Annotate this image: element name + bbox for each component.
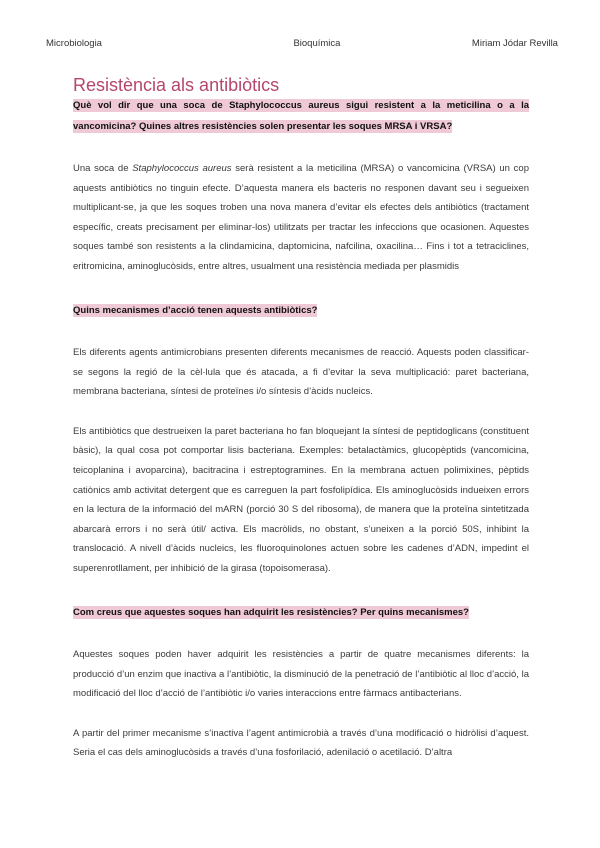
question-1-species: Staphylococcus aureus	[229, 100, 340, 111]
header-course: Bioquímica	[293, 38, 341, 49]
answer-3-paragraph-1: Aquestes soques poden haver adquirit les resistències a partir de quatre mecanismes diferents: la producció d’un enzim que inactiva a l’antibiòtic, la disminució de la penetració de l’antibiòtic al lloc d’acció, la modificació del lloc d’acció de l’antibiòtic i/o varies interaccions entre fàrmacs antibacterians.	[73, 649, 529, 700]
document-title: Resistència als antibiòtics	[73, 75, 280, 95]
question-1: Què vol dir que una soca de Staphylococcus aureus sigui resistent a la meticilina o a la vancomicina? Quines altres resistències solen presentar les soques MRSA i VRSA?	[73, 100, 529, 132]
document-body	[73, 74, 529, 763]
answer-1-species: Staphylococcus aureus	[132, 163, 232, 174]
header-subject: Microbiologia	[46, 38, 102, 49]
answer-3-paragraph-2: A partir del primer mecanisme s’inactiva l’agent antimicrobià a través d’una modificació o hidròlisi d’aquest. Seria el cas dels aminoglucòsids a través d’una fosforilació, adenilació o acetilació. D’altra	[73, 727, 529, 759]
answer-1: Una soca de Staphylococcus aureus serà resistent a la meticilina (MRSA) o vancomicina (VRSA) un cop aquests antibiòtics no tinguin efecte. D’aquesta manera els bacteris no responen davant seu i segueixen multiplicant-se, ja que les soques troben una nova manera d’evitar els efectes dels antibiòtics (tractament específic, creats precisament per eliminar-los) utilitzats per tractar les infeccions que ocasionen. Aquestes soques també son resistents a la clindamicina, daptomicina, nafcilina, oxacilina… Fins i tot a tetraciclines, eritromicina, aminoglucòsids, entre altres, usualment una resistència mediada per plasmidis	[73, 163, 529, 272]
header-author: Miriam Jódar Revilla	[471, 38, 558, 49]
question-3: Com creus que aquestes soques han adquirit les resistències? Per quins mecanismes?	[73, 606, 469, 618]
question-2: Quins mecanismes d’acció tenen aquests antibiòtics?	[73, 304, 318, 316]
answer-2-paragraph-2: Els antibiòtics que destrueixen la paret bacteriana ho fan bloquejant la síntesi de peptidoglicans (constituent bàsic), la qual cosa pot comportar lisis bacteriana. Exemples: betalactàmics, glucopèptids (vancomicina, teicoplanina i avoparcina), bacitracina i estreptogramines. En la membrana actuen polimixines, pèptids catiònics amb activitat detergent que es carreguen la part fosfolipídica. Els aminoglucòsids indueixen errors en la lectura de la informació del mARN (porció 30 S del ribosoma), de manera que la proteïna sintetitzada abarcarà errors i no serà útil/ activa. Els macròlids, no obstant, s’uneixen a la porció 50S, inhibint la translocació. A nivell d’àcids nucleics, les fluoroquinolones actuen sobre les cadenes d’ADN, impedint el superenrotllament, per inhibició de la girasa (topoisomerasa).	[73, 425, 529, 574]
answer-2-paragraph-1: Els diferents agents antimicrobians presenten diferents mecanismes de reacció. Aquests poden classificar-se segons la regió de la cèl·lula que és atacada, a fi d’evitar la seva multiplicació: paret bacteriana, membrana bacteriana, síntesi de proteïnes i/o síntesis d’àcids nucleics.	[73, 347, 529, 398]
page-header	[46, 38, 558, 49]
